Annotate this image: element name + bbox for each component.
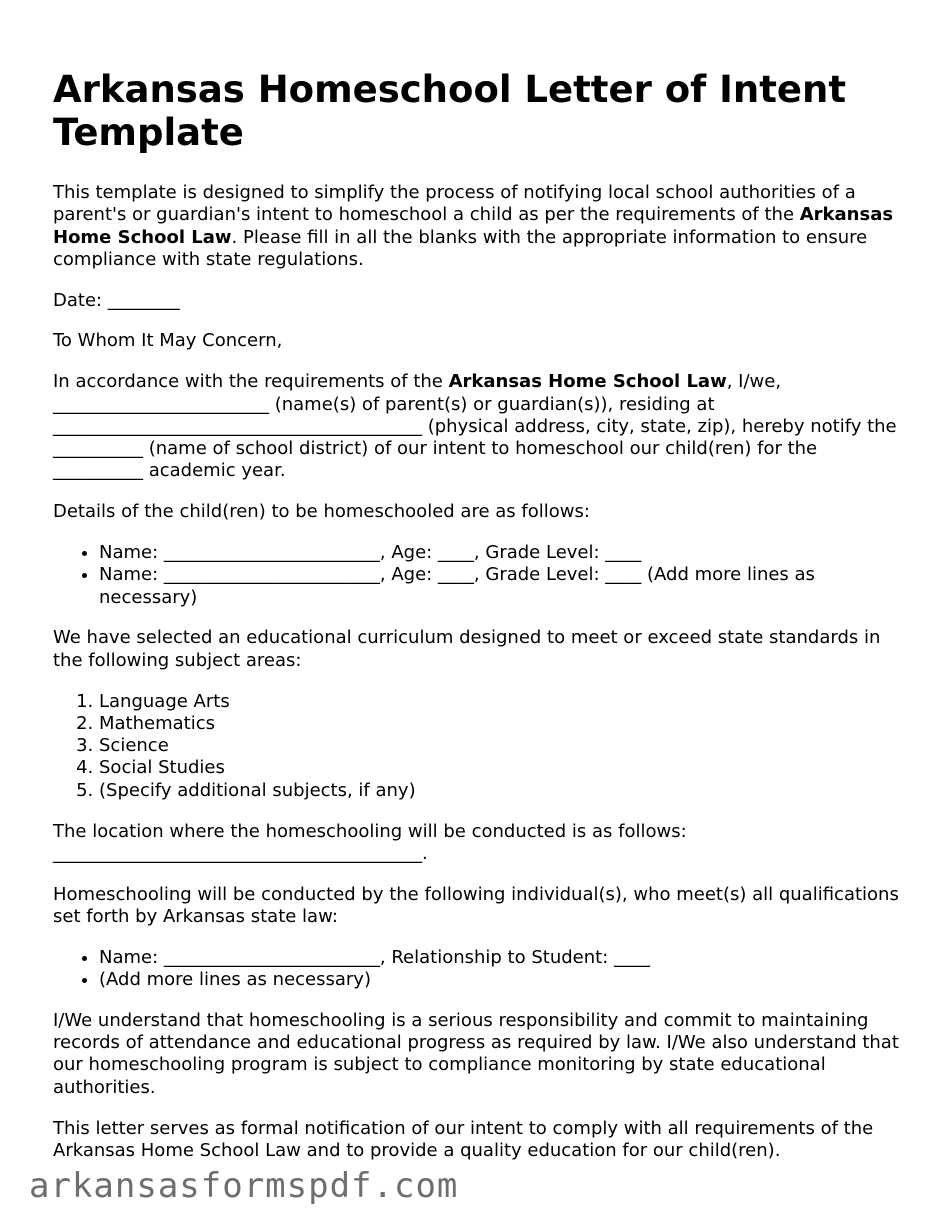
page-title: Arkansas Homeschool Letter of Intent Template <box>53 68 847 154</box>
list-item: 3. Science <box>99 735 909 757</box>
children-intro: Details of the child(ren) to be homeschooled are as follows: <box>53 501 590 523</box>
list-item: • Name: ________________________, Age: ____, Grade Level: ____ (Add more lines as necessary) <box>99 564 909 609</box>
list-item: • Name: ________________________, Age: ____, Grade Level: ____ <box>99 542 909 564</box>
intro-text-1: This template is designed to simplify the process of notifying local school authorities of a parent's or guardian's intent to homeschool a child as per the requirements of the <box>53 182 856 226</box>
list-item: • Name: ________________________, Relationship to Student: ____ <box>99 947 909 969</box>
document-page <box>53 68 909 1181</box>
list-item: 1. Language Arts <box>99 691 909 713</box>
intro-paragraph <box>53 182 909 271</box>
list-item: • (Add more lines as necessary) <box>99 969 909 991</box>
date-line: Date: ________ <box>53 289 180 311</box>
children-list <box>53 542 909 609</box>
accordance-text-1: In accordance with the requirements of the <box>53 371 449 393</box>
watermark: arkansasformspdf.com <box>29 1166 459 1206</box>
list-item: 5. (Specify additional subjects, if any) <box>99 780 909 802</box>
accordance-law-name: Arkansas Home School Law <box>448 371 727 393</box>
curriculum-intro: We have selected an educational curriculum designed to meet or exceed state standards in the following subject areas: <box>53 627 881 671</box>
location-paragraph: The location where the homeschooling will be conducted is as follows: _________________________________________. <box>53 820 687 864</box>
list-item: 4. Social Studies <box>99 757 909 779</box>
accordance-text-2: , I/we, ________________________ (name(s) of parent(s) or guardian(s)), residing at _________________________________________ (physical address, city, state, zip), hereby notify the __________ (name of school district) of our intent to homeschool our child(ren) for the __________ academic year. <box>53 371 897 482</box>
intro-law-name: Arkansas Home School Law <box>53 204 894 248</box>
instructors-list <box>53 947 909 992</box>
instructors-intro: Homeschooling will be conducted by the following individual(s), who meet(s) all qualifications set forth by Arkansas state law: <box>53 883 899 927</box>
accordance-paragraph <box>53 371 909 482</box>
salutation: To Whom It May Concern, <box>53 330 283 352</box>
list-item: 2. Mathematics <box>99 713 909 735</box>
intro-text-2: . Please fill in all the blanks with the appropriate information to ensure compliance with state regulations. <box>53 226 868 270</box>
closing-paragraph: This letter serves as formal notification of our intent to comply with all requirements of the Arkansas Home School Law and to provide a quality education for our child(ren). <box>53 1117 874 1161</box>
subjects-list <box>53 691 909 802</box>
responsibility-paragraph: I/We understand that homeschooling is a serious responsibility and commit to maintaining records of attendance and educational progress as required by law. I/We also understand that our homeschooling program is subject to compliance monitoring by state educational authorities. <box>53 1009 899 1098</box>
